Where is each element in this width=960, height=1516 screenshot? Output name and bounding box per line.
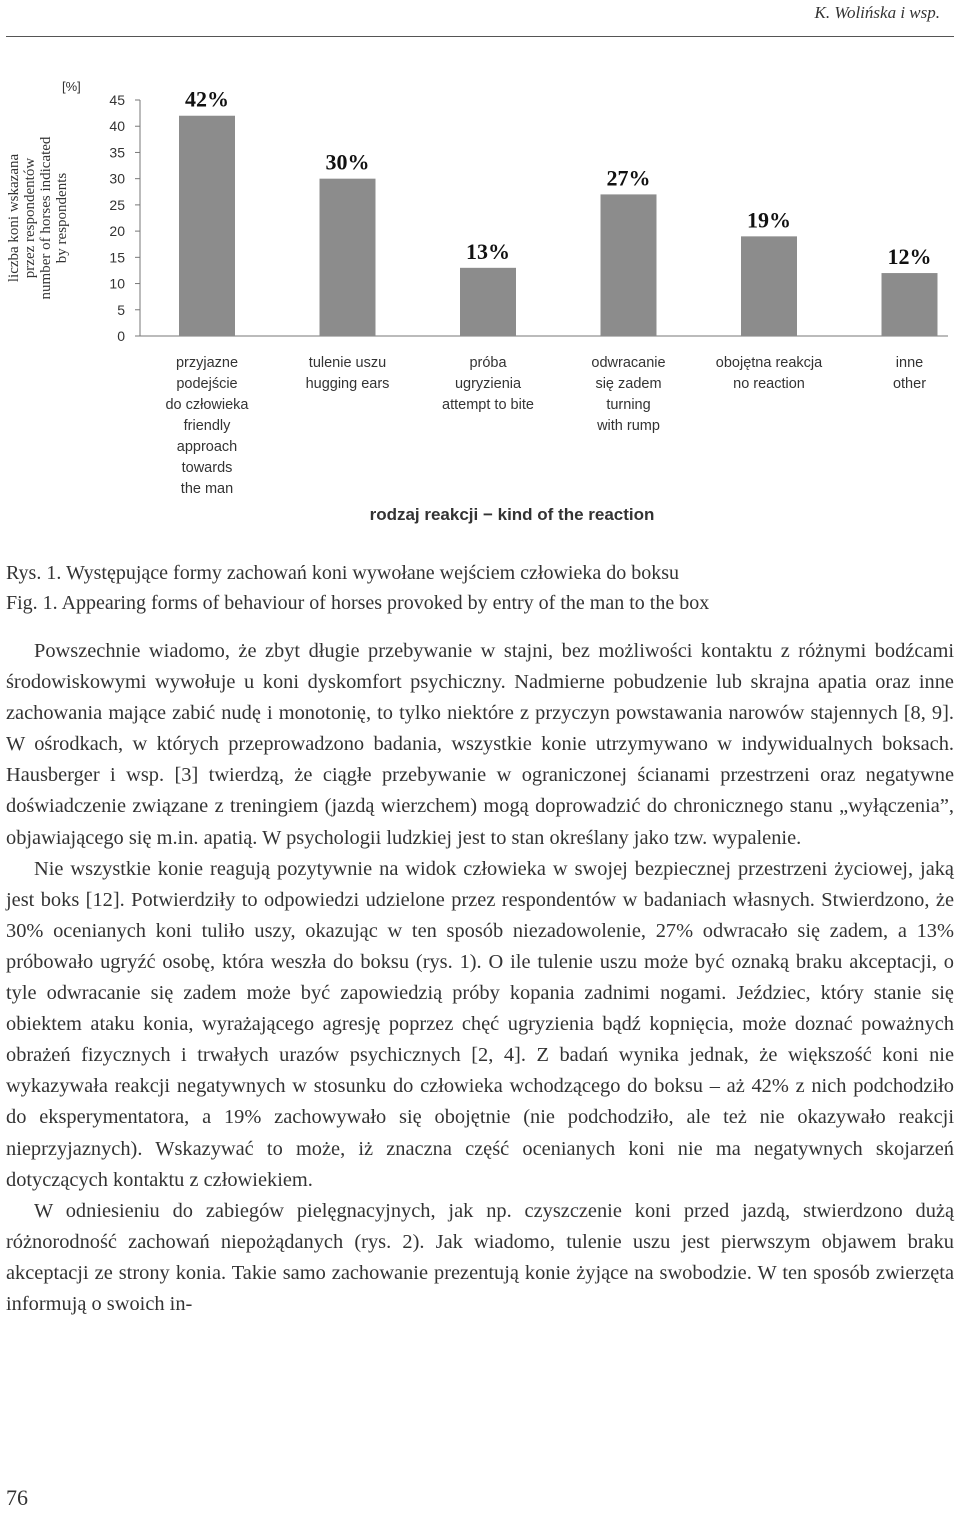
category-label [716, 355, 823, 392]
bar-value-label: 19% [747, 207, 791, 233]
paragraph-1: Powszechnie wiadomo, że zbyt długie przebywanie w stajni, bez możliwości kontaktu z różnymi bodźcami środowiskowymi wywołuje u koni dyskomfort psychiczny. Nadmierne pobudzenie lub skrajna apatia oraz inne zachowania mające zabić nudę i monotonię, to tylko niektóre z przyczyn powstawania narowów stajennych [8, 9]. W ośrodkach, w których przeprowadzono badania, wszystkie konie utrzymywano w indywidualnych boksach. Hausberger i wsp. [3] twierdzą, że ciągłe przebywanie w ograniczonej ścianami przestrzeni oraz negatywne doświadczenie związane z treningiem (jazdą wierzchem) mogą doprowadzić do chronicznego stanu „wyłączenia”, objawiającego się m.in. apatią. W psychologii ludzkiej jest to stan określany jako tzw. wypalenie. [6, 640, 954, 849]
figure-caption-pl: Rys. 1. Występujące formy zachowań koni wywołane wejściem człowieka do boksu [6, 562, 679, 584]
y-tick-label: 45 [109, 92, 125, 108]
category-label-line: próba [469, 355, 507, 371]
y-axis-title-line: przez respondentów [22, 157, 38, 279]
category-label-line: friendly [183, 418, 231, 434]
category-label-line: obojętna reakcja [715, 355, 823, 371]
bar-1 [179, 116, 235, 336]
y-tick-label: 40 [109, 118, 125, 135]
y-unit-label: [%] [62, 79, 81, 94]
category-label-line: approach [176, 439, 238, 455]
header-divider [6, 36, 954, 37]
bar-value-label: 13% [466, 238, 510, 264]
bar-value-label: 30% [325, 149, 370, 175]
bar-value-label: 27% [606, 165, 651, 191]
bar-4 [601, 194, 657, 336]
category-label [306, 355, 390, 392]
bar-2 [320, 179, 376, 336]
y-tick-label: 30 [109, 170, 125, 187]
category-label-line: turning [606, 397, 651, 413]
y-tick-label: 25 [109, 196, 125, 213]
bar-3 [460, 268, 516, 336]
y-tick-label: 20 [109, 223, 125, 240]
category-label [591, 355, 665, 434]
category-label [442, 355, 534, 413]
category-label [893, 355, 926, 392]
category-label-line: attempt to bite [442, 397, 534, 413]
y-tick-label: 15 [109, 249, 125, 266]
bar-value-label: 42% [185, 86, 229, 112]
bar-6 [882, 273, 938, 336]
category-label-line: odwracanie [591, 355, 666, 371]
category-label-line: hugging ears [305, 376, 390, 392]
category-label-line: do człowieka [165, 397, 249, 413]
category-label-line: tulenie uszu [308, 355, 387, 371]
category-label [165, 355, 249, 497]
category-label-line: ugryzienia [454, 376, 522, 392]
y-tick-label: 10 [109, 275, 125, 292]
y-tick-label: 5 [117, 301, 125, 318]
y-axis-title-line: number of horses indicated [38, 136, 54, 300]
category-label-line: the man [180, 481, 234, 497]
bar-5 [741, 236, 797, 336]
page-number: 76 [6, 1485, 28, 1510]
y-axis-title [6, 136, 70, 299]
running-header-author: K. Wolińska i wsp. [814, 3, 940, 22]
figure-caption-en: Fig. 1. Appearing forms of behaviour of horses provoked by entry of the man to the box [6, 592, 710, 614]
x-axis-title: rodzaj reakcji − kind of the reaction [369, 505, 655, 524]
figure-1-bar-chart [0, 60, 960, 530]
paragraph-3: W odniesieniu do zabiegów pielęgnacyjnych, jak np. czyszczenie koni przed jazdą, stwierdzono dużą różnorodność zachowań niepożądanych (rys. 2). Jak wiadomo, tulenie uszu jest pierwszym objawem braku akceptacji ze strony konia. Takie samo zachowanie prezentują konie żyjące na swobodzie. W ten sposób zwierzęta informują o swoich in- [6, 1199, 954, 1315]
category-label-line: towards [181, 460, 233, 476]
y-axis-title-line: by respondents [54, 172, 70, 264]
category-label-line: się zadem [595, 376, 662, 392]
article-body [6, 636, 954, 1320]
category-label-line: with rump [597, 418, 660, 434]
y-axis-title-line: liczba koni wskazana [6, 153, 22, 283]
y-tick-label: 0 [117, 328, 125, 344]
category-label-line: no reaction [733, 376, 805, 392]
bar-value-label: 12% [887, 244, 932, 270]
category-label-line: inne [895, 355, 924, 371]
category-label-line: other [892, 376, 927, 392]
category-label-line: podejście [176, 376, 238, 392]
paragraph-2: Nie wszystkie konie reagują pozytywnie na widok człowieka w swojej bezpiecznej przestrzeni życiowej, jaką jest boks [12]. Potwierdziły to odpowiedzi udzielone przez respondentów w badaniach własnych. Stwierdzono, że 30% ocenianych koni tuliło uszy, okazując w ten sposób niezadowolenie, 27% odwracało się zadem, a 13% próbowało ugryźć osobę, która weszła do boksu (rys. 1). O ile tulenie uszu może być oznaką braku akceptacji, o tyle odwracanie się zadem może być zapowiedzią próby kopania zadnimi nogami. Jeździec, który stanie się obiektem ataku konia, wyrażającego agresję poprzez chęć ugryzienia bądź kopnięcia, może doznać poważnych obrażeń fizycznych i trwałych urazów psychicznych [2, 4]. Z badań wynika jednak, że większość koni nie wykazywała reakcji negatywnych w stosunku do człowieka wchodzącego do boksu – aż 42% z nich podchodziło do eksperymentatora, a 19% zachowywało się obojętnie (nie podchodziło, ale też nie okazywało reakcji nieprzyjaznych). Wskazywać to może, iż znaczna część ocenianych koni nie ma negatywnych skojarzeń dotyczących kontaktu z człowiekiem. [6, 857, 954, 1191]
y-tick-label: 35 [109, 144, 125, 161]
category-label-line: przyjazne [175, 355, 239, 371]
